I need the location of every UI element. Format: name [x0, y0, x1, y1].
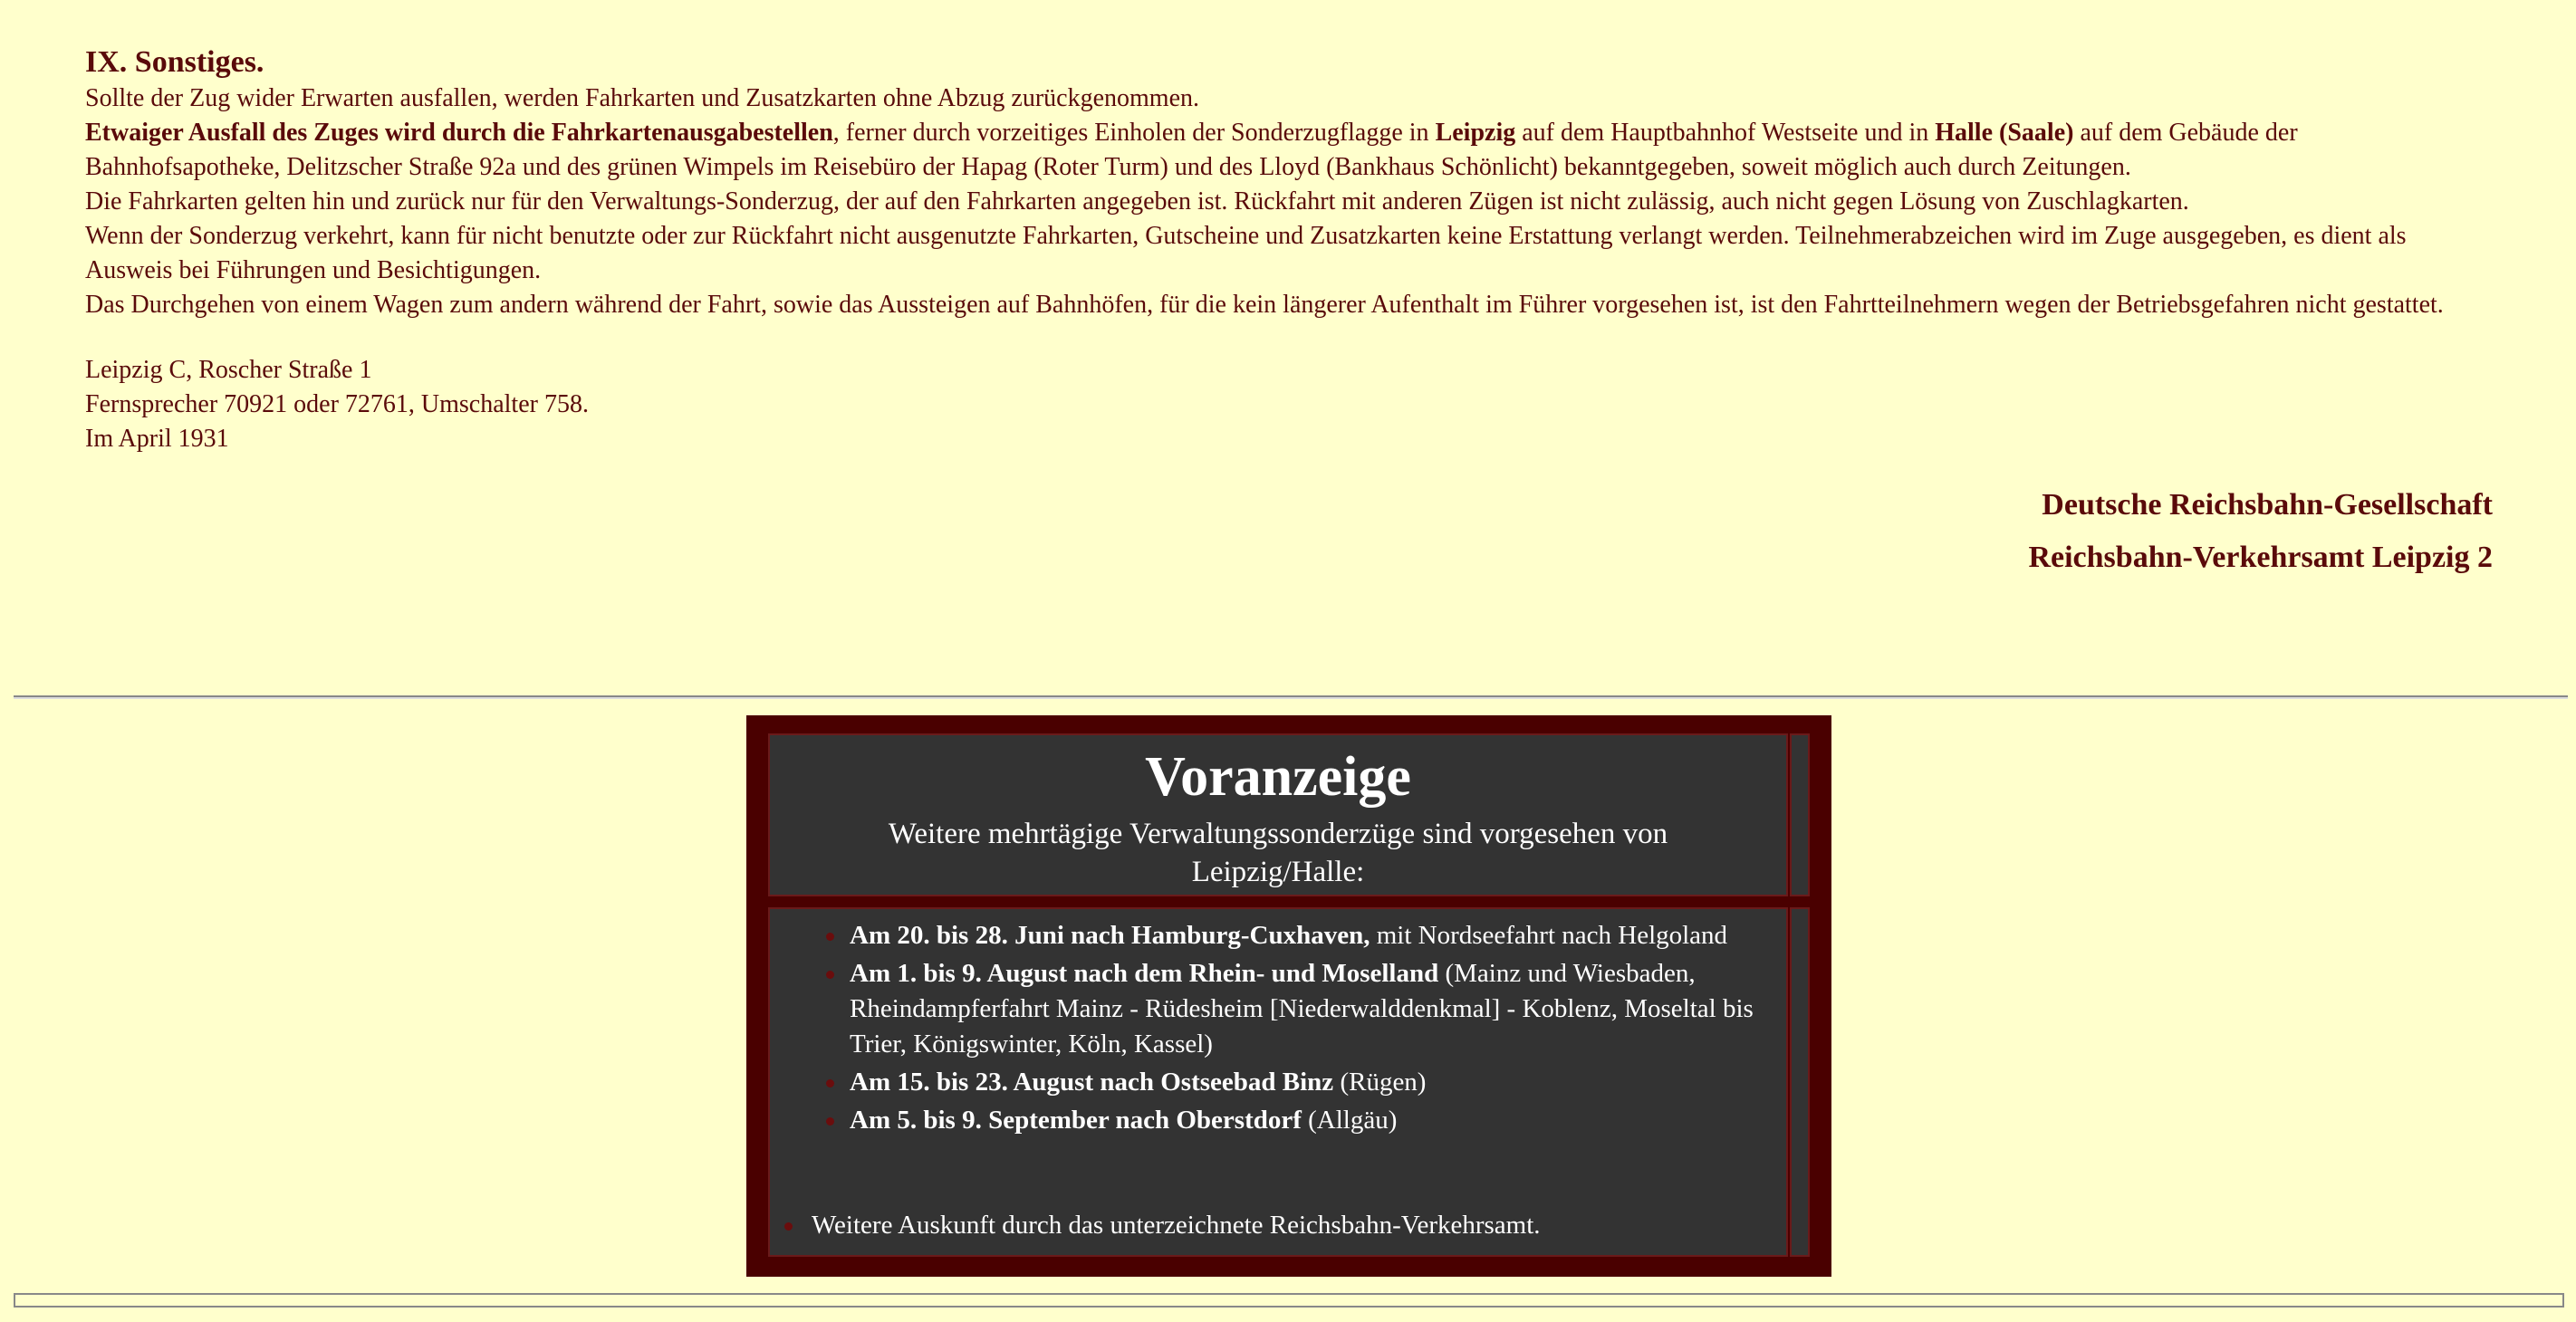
trip-details: mit Nordseefahrt nach Helgoland	[1370, 921, 1728, 950]
announcement-text-1: , ferner durch vorzeitiges Einholen der Sonderzugflagge in	[832, 119, 1436, 147]
announcement-text-3: auf dem Gebäude der Bahnhofsapotheke, Delitzscher Straße 92a und des grünen Wimpels im Reisebüro der Hapag (Roter Turm) und des Lloyd (Bankhaus Schönlicht) bekanntgegeben, soweit möglich auch durch Zeitungen.	[85, 119, 2298, 181]
section-title: IX. Sonstiges.	[85, 45, 264, 79]
trip-details: (Allgäu)	[1301, 1106, 1398, 1135]
preview-header-side-cell	[1790, 733, 1810, 896]
announcement-text-2: auf dem Hauptbahnhof Westseite und in	[1515, 119, 1936, 147]
bottom-frame	[14, 1293, 2564, 1308]
trip-date-destination: Am 1. bis 9. August nach dem Rhein- und Moselland	[850, 959, 1439, 988]
preview-body	[768, 907, 1788, 1257]
further-info: Weitere Auskunft durch das unterzeichnete Reichsbahn-Verkehrsamt.	[812, 1208, 1541, 1243]
preview-header	[768, 733, 1788, 896]
signature-organization: Deutsche Reichsbahn-Gesellschaft	[2042, 488, 2493, 522]
preview-box	[746, 715, 1831, 1277]
trip-date-destination: Am 5. bis 9. September nach Oberstdorf	[850, 1106, 1302, 1135]
trip-date-destination: Am 15. bis 23. August nach Ostseebad Binz	[850, 1068, 1334, 1097]
announcement-bold-halle: Halle (Saale)	[1935, 119, 2074, 147]
preview-subtitle: Weitere mehrtägige Verwaltungssonderzüge sind vorgesehen von Leipzig/Halle:	[888, 818, 1668, 888]
address-phone: Fernsprecher 70921 oder 72761, Umschalter 758.	[85, 390, 589, 418]
list-item	[850, 1103, 1764, 1138]
trip-details: (Mainz und Wiesbaden, Rheindampferfahrt Mainz - Rüdesheim [Niederwalddenkmal] - Koblenz, Moseltal bis Trier, Königswinter, Köln, Kassel)	[850, 959, 1754, 1059]
address-block	[85, 353, 2493, 456]
list-item	[850, 918, 1764, 953]
preview-body-side-cell	[1790, 907, 1810, 1257]
paragraph-cancellation: Sollte der Zug wider Erwarten ausfallen, werden Fahrkarten und Zusatzkarten ohne Abzug zurückgenommen.	[85, 84, 1200, 112]
list-item	[850, 956, 1764, 1062]
preview-title: Voranzeige	[1145, 746, 1411, 808]
address-street: Leipzig C, Roscher Straße 1	[85, 356, 372, 384]
announcement-bold-leipzig: Leipzig	[1435, 119, 1516, 147]
horizontal-rule	[14, 695, 2568, 699]
signature-office: Reichsbahn-Verkehrsamt Leipzig 2	[2028, 541, 2493, 574]
address-date: Im April 1931	[85, 425, 229, 453]
paragraph-announcement	[85, 116, 2493, 185]
paragraph-refund: Wenn der Sonderzug verkehrt, kann für nicht benutzte oder zur Rückfahrt nicht ausgenutzte Fahrkarten, Gutscheine und Zusatzkarten keine Erstattung verlangt werden. Teilnehmerabzeichen wird im Zuge ausgegeben, es dient als Ausweis bei Führungen und Besichtigungen.	[85, 222, 2407, 284]
paragraph-ticket-validity: Die Fahrkarten gelten hin und zurück nur für den Verwaltungs-Sonderzug, der auf den Fahrkarten angegeben ist. Rückfahrt mit anderen Zügen ist nicht zulässig, auch nicht gegen Lösung von Zuschlagkarten.	[85, 187, 2189, 216]
announcement-bold-1: Etwaiger Ausfall des Zuges wird durch die Fahrkartenausgabestellen	[85, 119, 833, 147]
paragraph-safety: Das Durchgehen von einem Wagen zum andern während der Fahrt, sowie das Aussteigen auf Bahnhöfen, für die kein längerer Aufenthalt im Führer vorgesehen ist, ist den Fahrtteilnehmern wegen der Betriebsgefahren nicht gestattet.	[85, 291, 2444, 319]
list-item	[850, 1065, 1764, 1100]
document-body	[85, 43, 2493, 576]
trip-list	[850, 918, 1764, 1141]
trip-details: (Rügen)	[1333, 1068, 1427, 1097]
trip-date-destination: Am 20. bis 28. Juni nach Hamburg-Cuxhaven,	[850, 921, 1370, 950]
